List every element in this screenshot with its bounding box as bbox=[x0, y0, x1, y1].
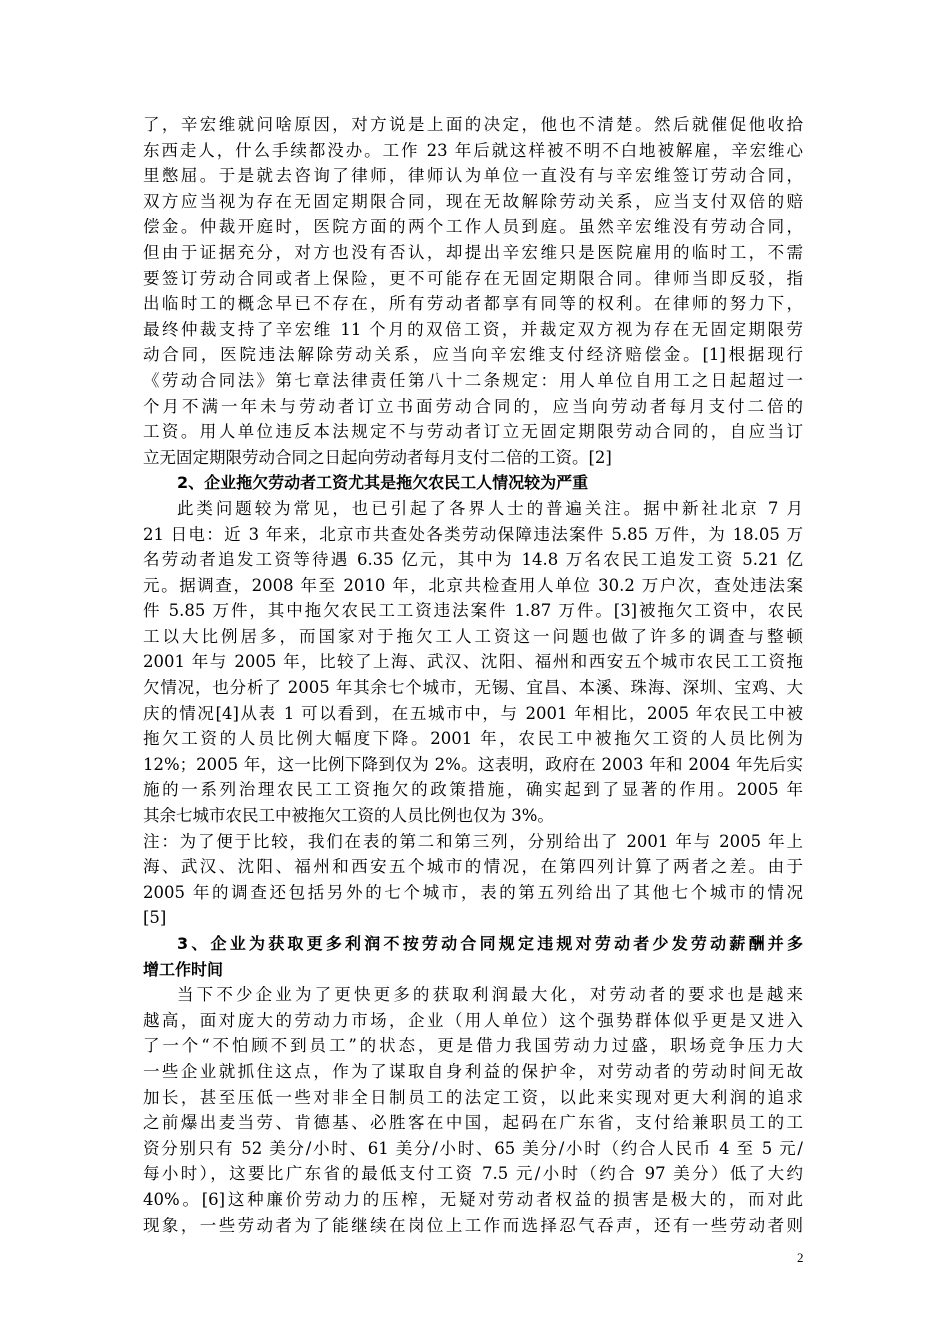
text-line: 一些企业就抓住这点，作为了谋取自身利益的保护伞，对劳动者的劳动时间无故 bbox=[143, 1061, 803, 1081]
text-line: 最终仲裁支持了辛宏维 11 个月的双倍工资，并裁定双方视为存在无固定期限劳 bbox=[143, 319, 803, 339]
text-line: 2001 年与 2005 年，比较了上海、武汉、沈阳、福州和西安五个城市农民工工资拖 bbox=[143, 652, 803, 672]
text-line: 个月不满一年未与劳动者订立书面劳动合同的，应当向劳动者每月支付二倍的 bbox=[143, 396, 803, 416]
text-line: 21 日电：近 3 年来，北京市共查处各类劳动保障违法案件 5.85 万件，为 18.05 万 bbox=[143, 524, 803, 544]
text-line: 其余七城市农民工中被拖欠工资的人员比例也仅为 3%。 bbox=[143, 806, 554, 826]
text-line: 40%。[6]这种廉价劳动力的压榨，无疑对劳动者权益的损害是极大的，而对此 bbox=[143, 1189, 803, 1209]
text-line: 此类问题较为常见，也已引起了各界人士的普遍关注。据中新社北京 7 月 bbox=[177, 498, 803, 518]
text-line: 当下不少企业为了更快更多的获取利润最大化，对劳动者的要求也是越来 bbox=[177, 985, 803, 1005]
text-line: 动合同，医院违法解除劳动关系，应当向辛宏维支付经济赔偿金。[1]根据现行 bbox=[143, 345, 803, 365]
document-body bbox=[143, 112, 803, 1238]
text-line: 庆的情况[4]从表 1 可以看到，在五城市中，与 2001 年相比，2005 年农民工中被 bbox=[143, 703, 803, 723]
text-line: 拖欠工资的人员比例大幅度下降。2001 年，农民工中被拖欠工资的人员比例为 bbox=[143, 729, 803, 749]
text-line: 偿金。仲裁开庭时，医院方面的两个工作人员到庭。虽然辛宏维没有劳动合同， bbox=[143, 217, 803, 237]
text-line: 《劳动合同法》第七章法律责任第八十二条规定：用人单位自用工之日起超过一 bbox=[143, 370, 803, 390]
text-line: 12%；2005 年，这一比例下降到仅为 2%。这表明，政府在 2003 年和 2004 年先后实 bbox=[143, 754, 803, 774]
section-heading-line: 增工作时间 bbox=[143, 959, 224, 979]
page-number: 2 bbox=[797, 1250, 804, 1265]
text-line: 件 5.85 万件，其中拖欠农民工工资违法案件 1.87 万件。[3]被拖欠工资中，农民 bbox=[143, 601, 803, 621]
text-line: 资分别只有 52 美分/小时、61 美分/小时、65 美分/小时（约合人民币 4 至 5 元/ bbox=[143, 1138, 803, 1158]
text-line: 加长，甚至压低一些对非全日制员工的法定工资，以此来实现对更大利润的追求 bbox=[143, 1087, 803, 1107]
text-line: 越高，面对庞大的劳动力市场，企业（用人单位）这个强势群体似乎更是又进入 bbox=[143, 1010, 803, 1030]
text-line: 施的一系列治理农民工工资拖欠的政策措施，确实起到了显著的作用。2005 年 bbox=[143, 780, 803, 800]
text-line: 了，辛宏维就问啥原因，对方说是上面的决定，他也不清楚。然后就催促他收拾 bbox=[143, 115, 803, 134]
section-heading-line: 2、企业拖欠劳动者工资尤其是拖欠农民工人情况较为严重 bbox=[177, 473, 589, 493]
text-line: 元。据调查，2008 年至 2010 年，北京共检查用人单位 30.2 万户次，查处违法案 bbox=[143, 575, 803, 595]
text-line: 东西走人，什么手续都没办。工作 23 年后就这样被不明不白地被解雇，辛宏维心 bbox=[143, 140, 803, 160]
text-line: 工以大比例居多，而国家对于拖欠工人工资这一问题也做了许多的调查与整顿 bbox=[143, 626, 803, 646]
text-line: 了一个“不怕顾不到员工”的状态，更是借力我国劳动力过盛，职场竞争压力大 bbox=[143, 1036, 803, 1056]
text-line: 之前爆出麦当劳、肯德基、必胜客在中国，起码在广东省，支付给兼职员工的工 bbox=[143, 1113, 803, 1133]
text-line: [5] bbox=[143, 908, 167, 928]
text-line: 每小时），这要比广东省的最低支付工资 7.5 元/小时（约合 97 美分）低了大约 bbox=[143, 1164, 803, 1184]
text-line: 注：为了便于比较，我们在表的第二和第三列，分别给出了 2001 年与 2005 年上 bbox=[143, 831, 803, 851]
text-line: 出临时工的概念早已不存在，所有劳动者都享有同等的权利。在律师的努力下， bbox=[143, 294, 803, 314]
text-line: 欠情况，也分析了 2005 年其余七个城市，无锡、宜昌、本溪、珠海、深圳、宝鸡、大 bbox=[143, 678, 803, 698]
text-line: 工资。用人单位违反本法规定不与劳动者订立无固定期限劳动合同的，自应当订 bbox=[143, 422, 803, 442]
text-line: 双方应当视为存在无固定期限合同，现在无故解除劳动关系，应当支付双倍的赔 bbox=[143, 191, 803, 211]
text-line: 海、武汉、沈阳、福州和西安五个城市的情况，在第四列计算了两者之差。由于 bbox=[143, 857, 803, 877]
text-line: 现象，一些劳动者为了能继续在岗位上工作而选择忍气吞声，还有一些劳动者则 bbox=[143, 1215, 803, 1235]
text-line: 立无固定期限劳动合同之日起向劳动者每月支付二倍的工资。[2] bbox=[143, 447, 612, 467]
text-line: 2005 年的调查还包括另外的七个城市，表的第五列给出了其他七个城市的情况 bbox=[143, 882, 803, 902]
text-line: 名劳动者追发工资等待遇 6.35 亿元，其中为 14.8 万名农民工追发工资 5.21 亿 bbox=[143, 550, 803, 570]
text-line: 里憋屈。于是就去咨询了律师，律师认为单位一直没有与辛宏维签订劳动合同， bbox=[143, 166, 803, 186]
text-line: 要签订劳动合同或者上保险，更不可能存在无固定期限合同。律师当即反驳，指 bbox=[143, 268, 803, 288]
text-line: 但由于证据充分，对方也没有否认，却提出辛宏维只是医院雇用的临时工，不需 bbox=[143, 242, 803, 262]
section-heading-line: 3、企业为获取更多利润不按劳动合同规定违规对劳动者少发劳动薪酬并多 bbox=[177, 934, 803, 953]
